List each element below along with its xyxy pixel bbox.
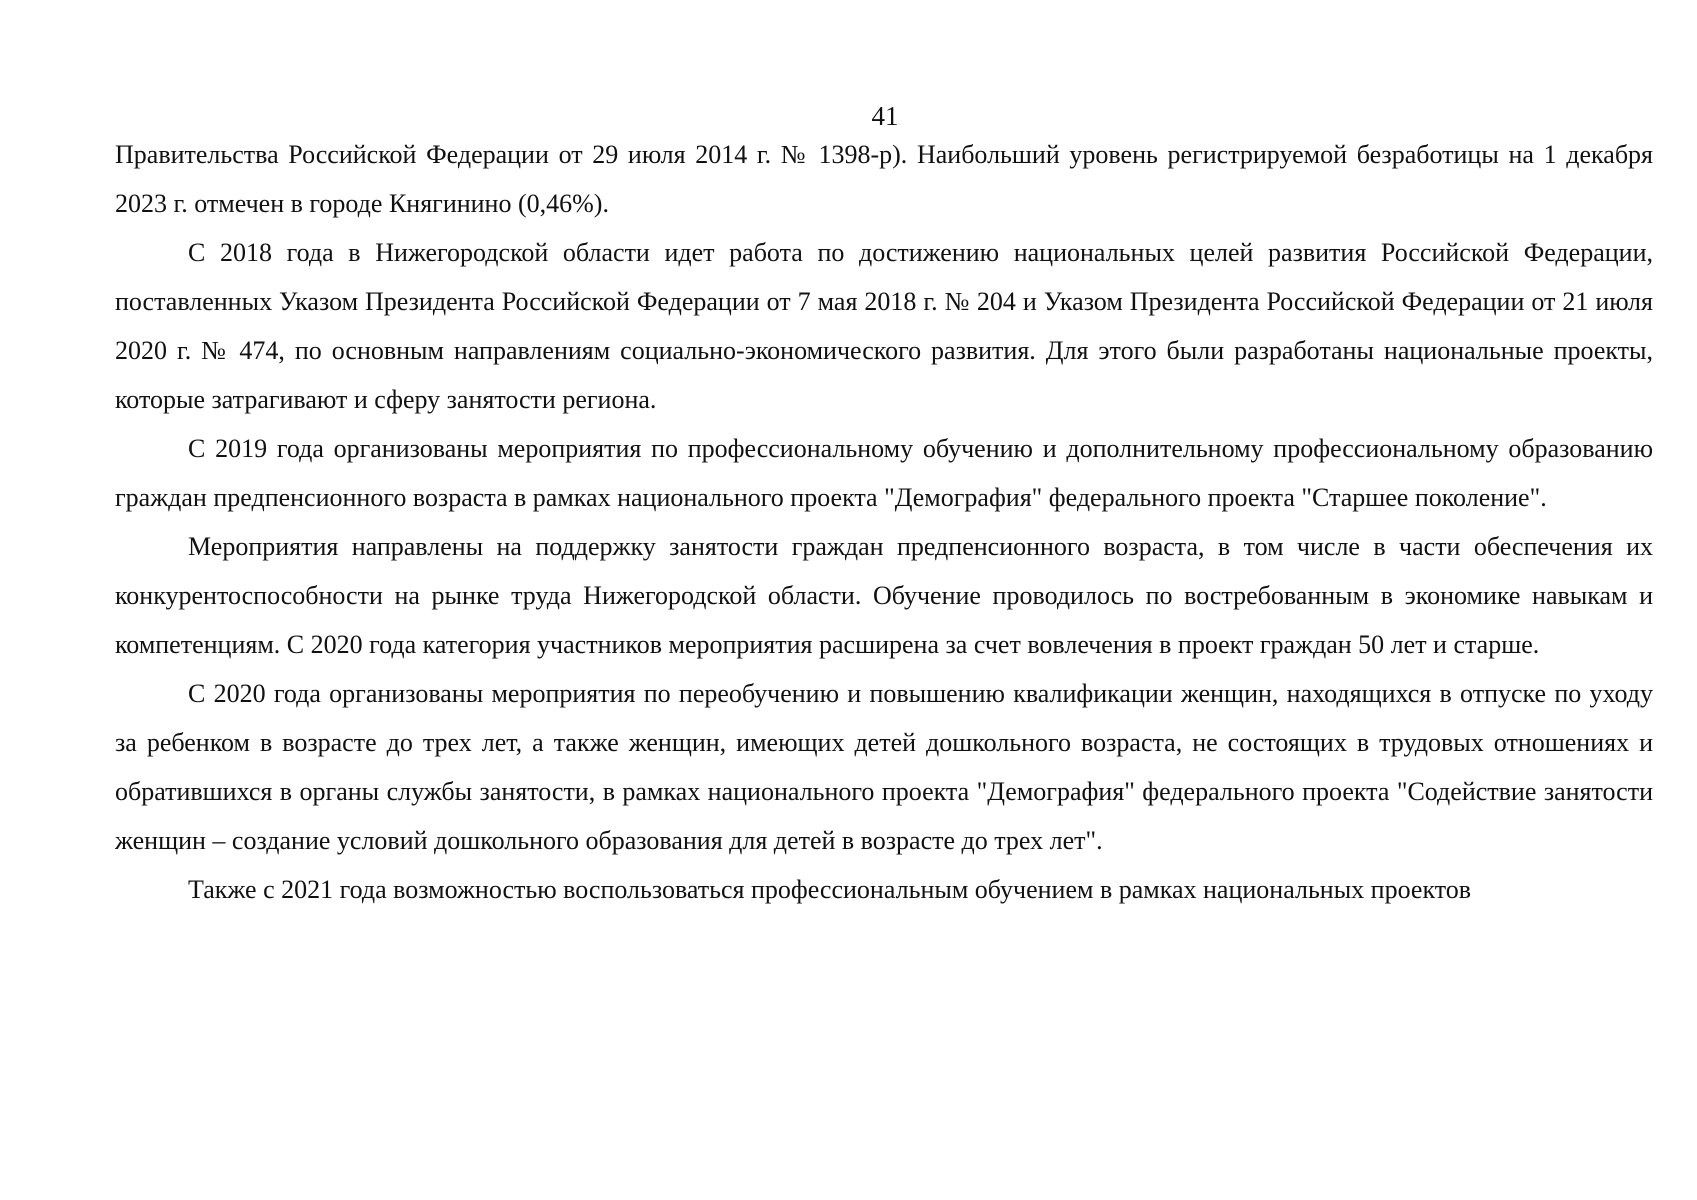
paragraph-employment-support: Мероприятия направлены на поддержку занятости граждан предпенсионного возраста, в том числе в части обеспечения их конкурентоспособности на рынке труда Нижегородской области. Обучение проводилось по востребованным в экономике навыкам и компетенциям. С 2020 года категория участников мероприятия расширена за счет вовлечения в проект граждан 50 лет и старше. [115, 532, 1653, 659]
paragraph-pre-retirement-training: С 2019 года организованы мероприятия по профессиональному обучению и дополнительному профессиональному образованию граждан предпенсионного возраста в рамках национального проекта "Демография" федерального проекта "Старшее поколение". [115, 434, 1653, 512]
paragraph-women-retraining: С 2020 года организованы мероприятия по переобучению и повышению квалификации женщин, находящихся в отпуске по уходу за ребенком в возрасте до трех лет, а также женщин, имеющих детей дошкольного возраста, не состоящих в трудовых отношениях и обратившихся в органы службы занятости, в рамках национального проекта "Демография" федерального проекта "Содействие занятости женщин – создание условий дошкольного образования для детей в возрасте до трех лет". [115, 679, 1653, 855]
paragraph-continuation: Правительства Российской Федерации от 29 июля 2014 г. № 1398-р). Наибольший уровень регистрируемой безработицы на 1 декабря 2023 г. отмечен в городе Княгинино (0,46%). [115, 140, 1653, 218]
document-body [115, 130, 1653, 914]
page-number: 41 [871, 101, 899, 131]
paragraph-national-projects-2021: Также с 2021 года возможностью воспользоваться профессиональным обучением в рамках национальных проектов [188, 875, 1472, 904]
paragraph-national-goals: С 2018 года в Нижегородской области идет работа по достижению национальных целей развития Российской Федерации, поставленных Указом Президента Российской Федерации от 7 мая 2018 г. № 204 и Указом Президента Российской Федерации от 21 июля 2020 г. № 474, по основным направлениям социально-экономического развития. Для этого были разработаны национальные проекты, которые затрагивают и сферу занятости региона. [115, 238, 1653, 414]
